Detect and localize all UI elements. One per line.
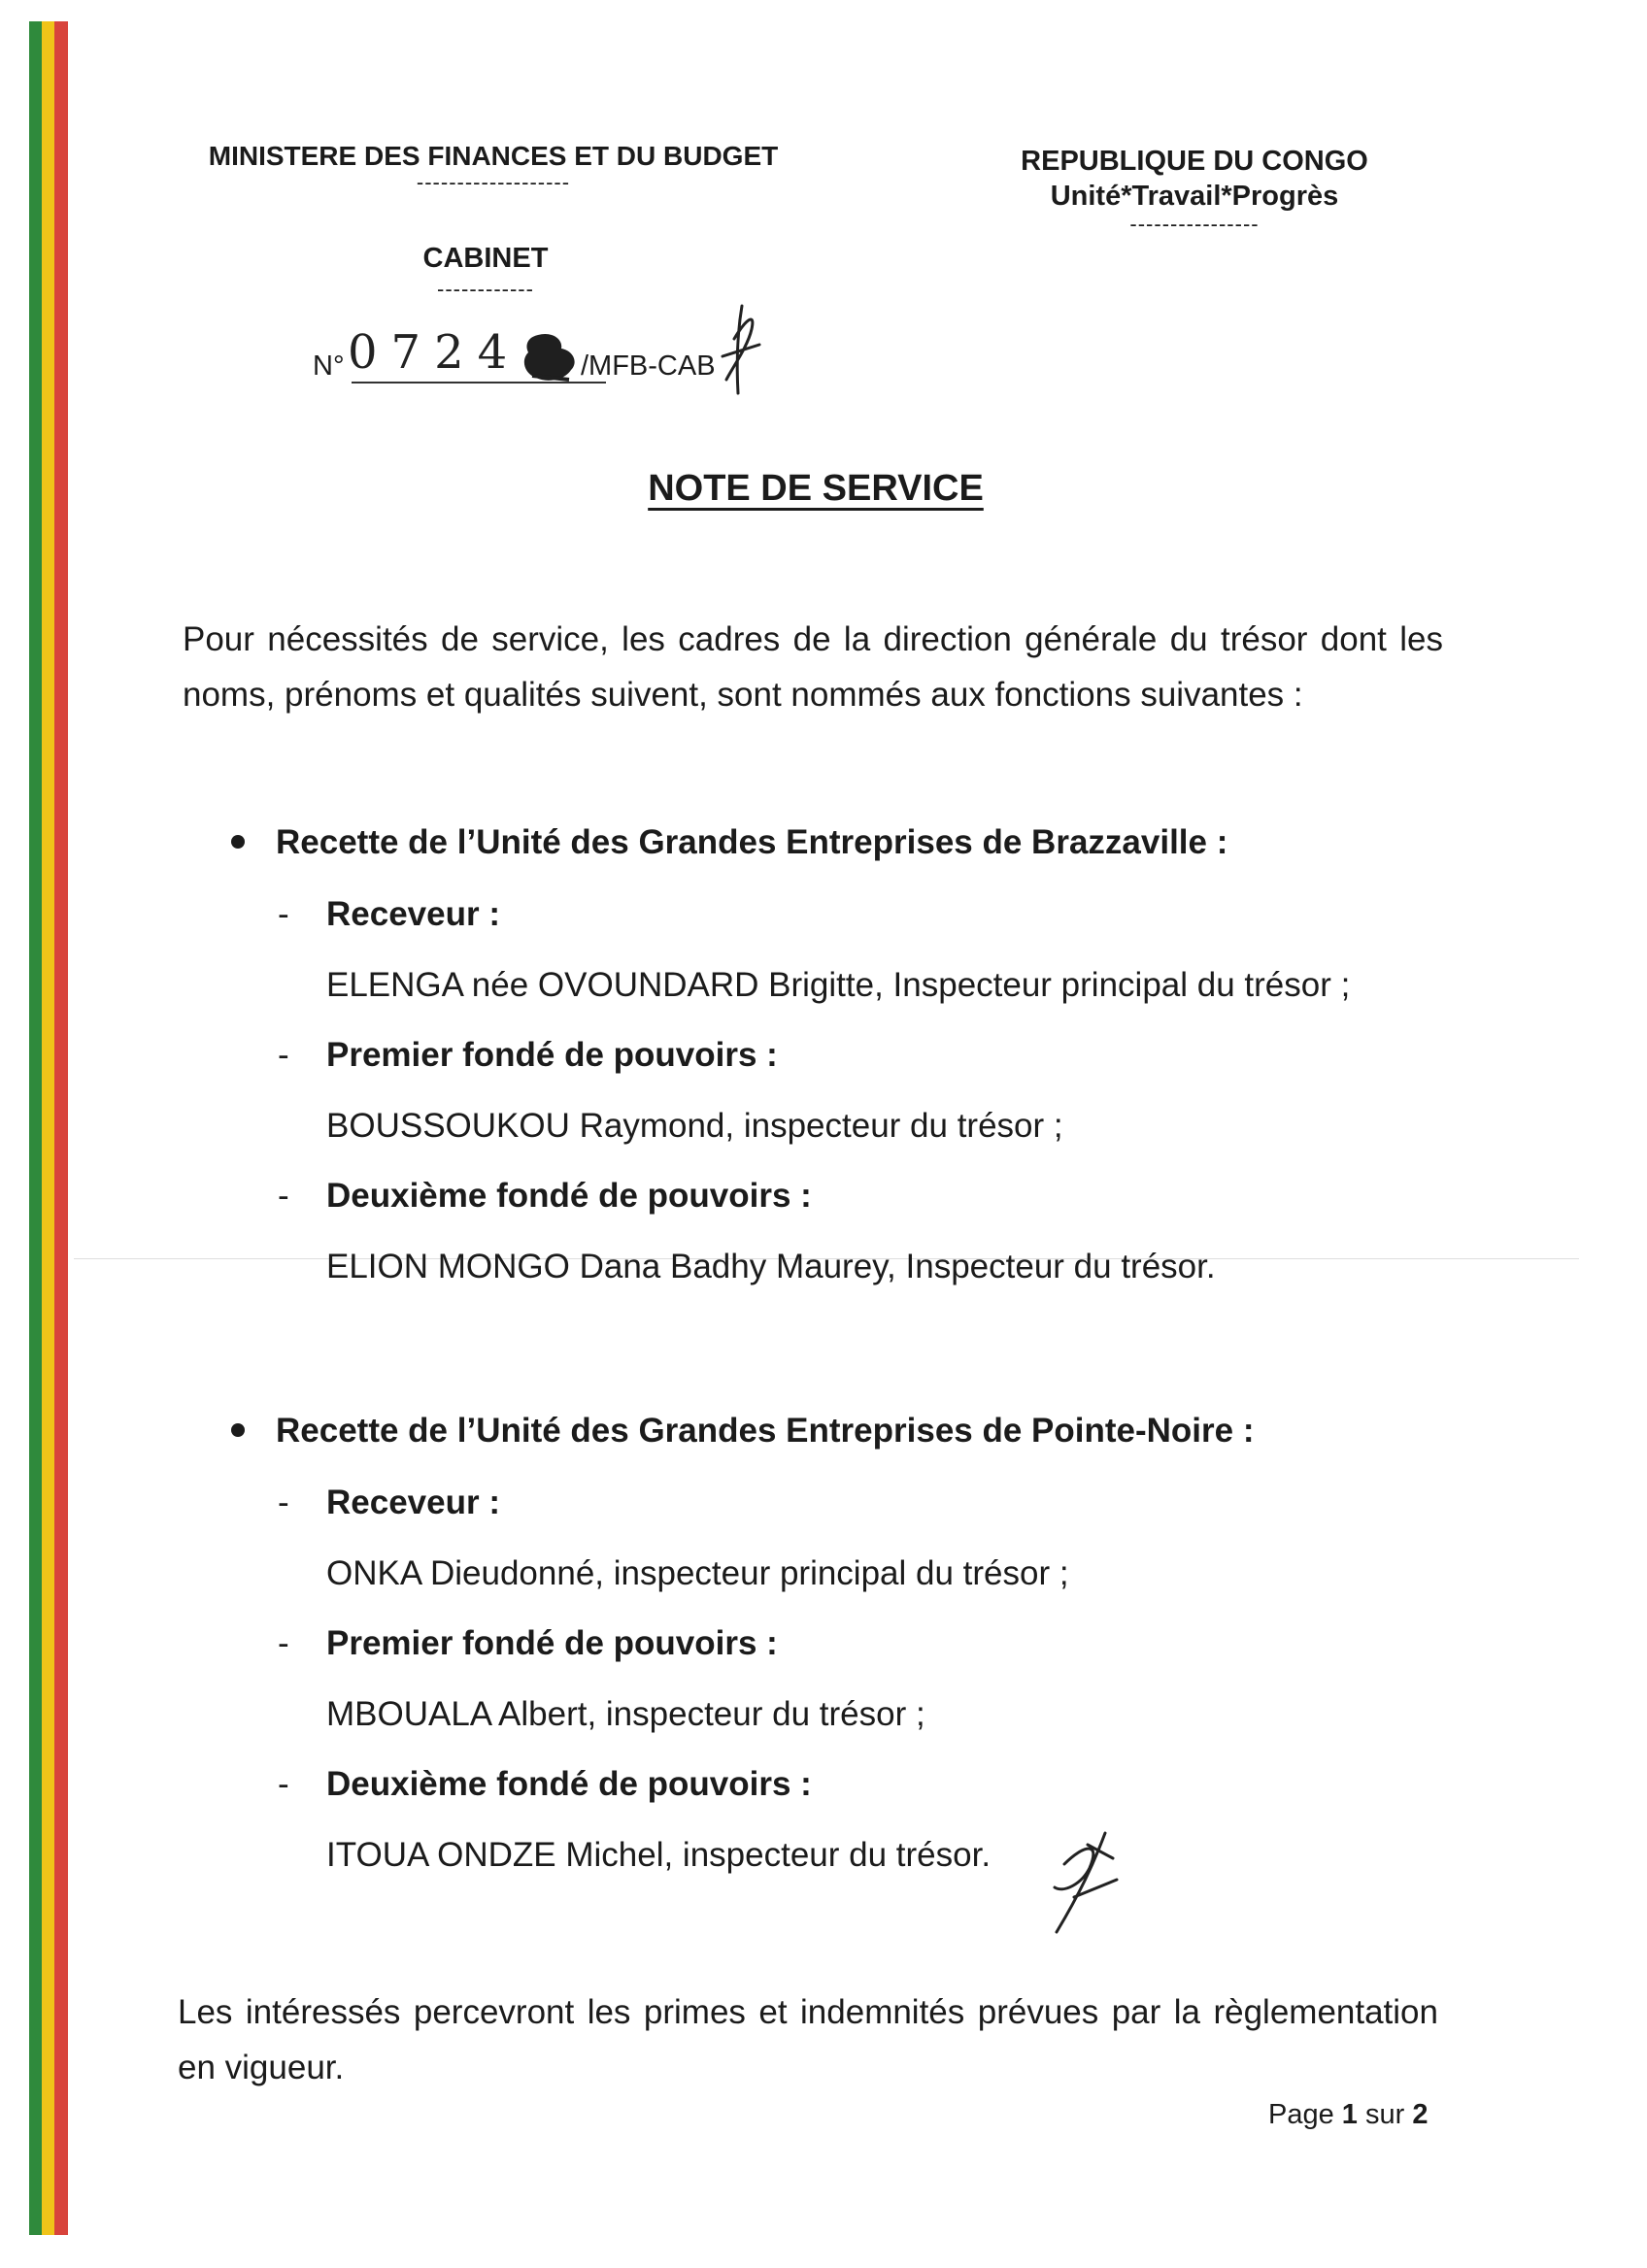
role-item (225, 1026, 1488, 1084)
initials-signature-icon (1045, 1825, 1123, 1942)
dash-marker: - (278, 1624, 289, 1662)
role-title: Premier fondé de pouvoirs : (326, 1624, 778, 1662)
flag-stripe-yellow (42, 21, 54, 2235)
section-heading-text: Recette de l’Unité des Grandes Entreprises de Brazzaville : (276, 823, 1228, 861)
role-title: Deuxième fondé de pouvoirs : (326, 1177, 812, 1215)
page-word: Page (1268, 2099, 1334, 2130)
role-item (225, 1615, 1488, 1673)
closing-paragraph: Les intéressés percevront les primes et indemnités prévues par la règlementation en vigueur. (178, 1993, 1438, 2086)
document-title (0, 468, 1631, 510)
role-title: Premier fondé de pouvoirs : (326, 1036, 778, 1074)
dash-marker: - (278, 1484, 289, 1521)
section-heading-text: Recette de l’Unité des Grandes Entreprises de Pointe-Noire : (276, 1412, 1255, 1450)
section-brazzaville (225, 814, 1488, 1294)
cabinet-label: CABINET (422, 243, 549, 274)
dash-marker: - (278, 1177, 289, 1215)
ministry-name: MINISTERE DES FINANCES ET DU BUDGET (208, 141, 779, 171)
reference-number (313, 325, 759, 393)
document-title-text: NOTE DE SERVICE (648, 468, 984, 509)
cabinet-header (388, 243, 583, 300)
appointee: ELION MONGO Dana Badhy Maurey, Inspecteur du trésor. (326, 1248, 1216, 1285)
dash-marker: - (278, 895, 289, 933)
reference-underline (352, 382, 606, 384)
initials-signature-icon (713, 300, 771, 417)
reference-handwritten-number: 0724 (348, 325, 521, 380)
section-heading (225, 814, 1488, 872)
bullet-icon (231, 835, 245, 849)
appointee: ELENGA née OVOUNDARD Brigitte, Inspecteur principal du trésor ; (326, 966, 1351, 1004)
page-total: 2 (1412, 2099, 1429, 2130)
role-item (225, 1474, 1488, 1532)
appointee: ONKA Dieudonné, inspecteur principal du trésor ; (326, 1554, 1069, 1592)
dash-marker: - (278, 1765, 289, 1803)
appointee: ITOUA ONDZE Michel, inspecteur du trésor. (326, 1836, 992, 1874)
flag-stripe-red (54, 21, 68, 2235)
role-title: Receveur : (326, 895, 500, 933)
bullet-icon (231, 1423, 245, 1437)
republic-motto: Unité*Travail*Progrès (1050, 181, 1339, 212)
page-number: 1 (1341, 2099, 1358, 2130)
role-title: Deuxième fondé de pouvoirs : (326, 1765, 812, 1803)
role-item (225, 1755, 1488, 1814)
cabinet-dashes: ------------ (437, 277, 534, 301)
of-word: sur (1365, 2099, 1405, 2130)
ink-blot-icon (519, 331, 583, 385)
republic-dashes: ---------------- (1129, 212, 1260, 236)
role-item (225, 1167, 1488, 1225)
republic-name: REPUBLIQUE DU CONGO (1021, 146, 1368, 177)
ministry-dashes: ------------------- (416, 170, 571, 194)
flag-stripe-green (29, 21, 42, 2235)
flag-stripe (29, 21, 68, 2235)
role-item (225, 885, 1488, 944)
appointee: MBOUALA Albert, inspecteur du trésor ; (326, 1695, 925, 1733)
section-pointe-noire (225, 1402, 1488, 1883)
republic-header (991, 144, 1398, 235)
reference-prefix: N° (313, 350, 345, 382)
reference-suffix: /MFB-CAB (581, 350, 716, 382)
appointee: BOUSSOUKOU Raymond, inspecteur du trésor ; (326, 1107, 1063, 1145)
ministry-header (183, 141, 804, 193)
intro-paragraph: Pour nécessités de service, les cadres de la direction générale du trésor dont les noms, prénoms et qualités suivent, sont nommés aux fonctions suivantes : (183, 620, 1443, 714)
page-footer (1268, 2099, 1429, 2131)
role-title: Receveur : (326, 1484, 500, 1521)
dash-marker: - (278, 1036, 289, 1074)
section-heading (225, 1402, 1488, 1460)
